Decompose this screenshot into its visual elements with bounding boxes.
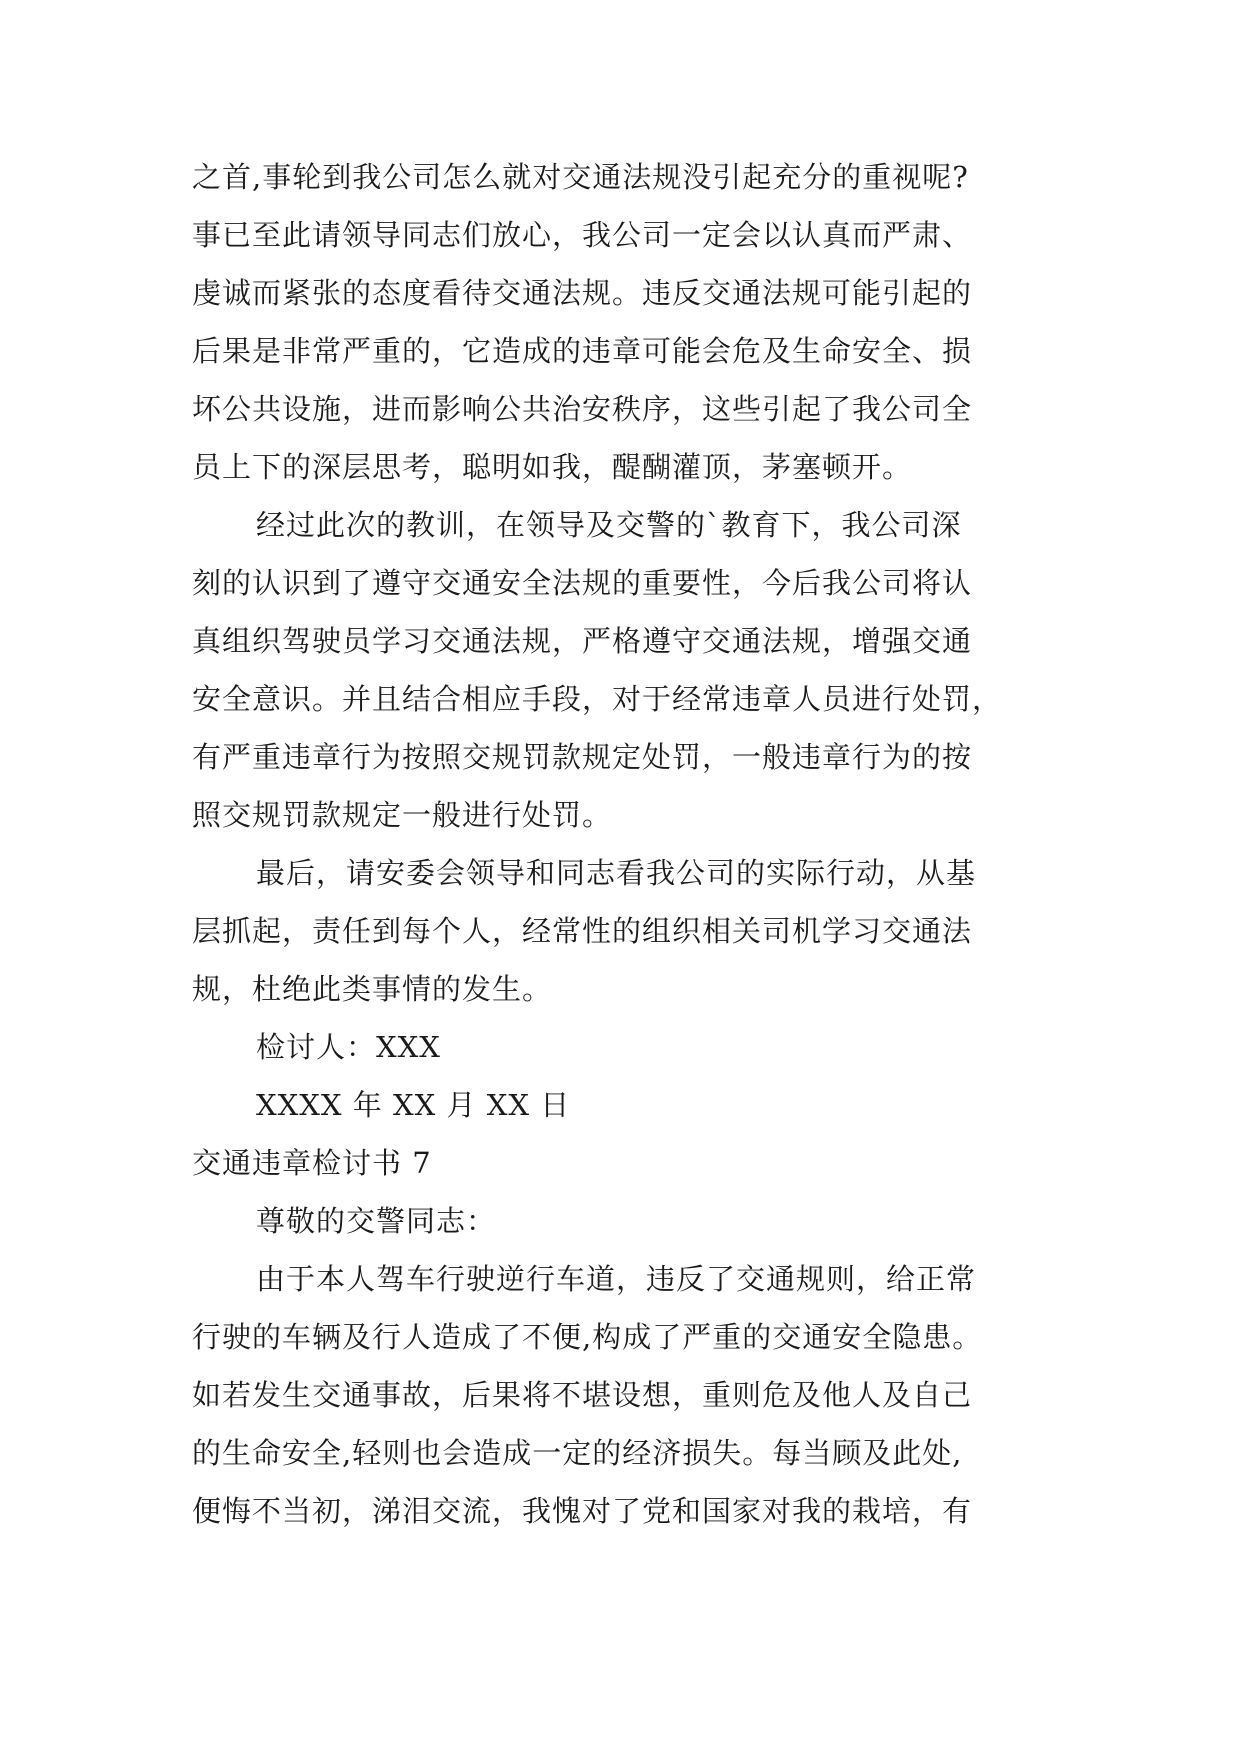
text-line: 便悔不当初，涕泪交流，我愧对了党和国家对我的栽培，有: [192, 1494, 973, 1528]
text-line: 真组织驾驶员学习交通法规，严格遵守交通法规，增强交通: [192, 624, 973, 658]
text-line: 刻的认识到了遵守交通安全法规的重要性，今后我公司将认: [192, 566, 973, 600]
text-line: 坏公共设施，进而影响公共治安秩序，这些引起了我公司全: [192, 392, 973, 426]
document-body: [192, 148, 1052, 1540]
text-line: 虔诚而紧张的态度看待交通法规。违反交通法规可能引起的: [192, 276, 973, 310]
text-line: 有严重违章行为按照交规罚款规定处罚，一般违章行为的按: [192, 740, 973, 774]
text-line: 行驶的车辆及行人造成了不便,构成了严重的交通安全隐患。: [192, 1320, 983, 1354]
paragraph-start-line: 经过此次的教训，在领导及交警的`教育下，我公司深: [256, 508, 962, 542]
text-line: 的生命安全,轻则也会造成一定的经济损失。每当顾及此处,: [192, 1436, 963, 1470]
text-line: 之首,事轮到我公司怎么就对交通法规没引起充分的重视呢?: [192, 160, 969, 194]
text-line: 安全意识。并且结合相应手段，对于经常违章人员进行处罚，: [192, 682, 1003, 716]
text-line: 规，杜绝此类事情的发生。: [192, 972, 553, 1006]
text-line: 照交规罚款规定一般进行处罚。: [192, 798, 613, 832]
paragraph-start-line: 由于本人驾车行驶逆行车道，违反了交通规则，给正常: [256, 1262, 977, 1296]
text-line: 层抓起，责任到每个人，经常性的组织相关司机学习交通法: [192, 914, 973, 948]
text-line: 后果是非常严重的，它造成的违章可能会危及生命安全、损: [192, 334, 973, 368]
signature-line: 检讨人：XXX: [256, 1030, 441, 1064]
text-line: 如若发生交通事故，后果将不堪设想，重则危及他人及自己: [192, 1378, 973, 1412]
text-line: 员上下的深层思考，聪明如我，醍醐灌顶，茅塞顿开。: [192, 450, 913, 484]
date-line: XXXX 年 XX 月 XX 日: [256, 1088, 571, 1122]
text-line: 事已至此请领导同志们放心，我公司一定会以认真而严肃、: [192, 218, 973, 252]
salutation-line: 尊敬的交警同志：: [256, 1204, 497, 1238]
section-title: 交通违章检讨书 7: [192, 1146, 432, 1180]
paragraph-start-line: 最后，请安委会领导和同志看我公司的实际行动，从基: [256, 856, 977, 890]
